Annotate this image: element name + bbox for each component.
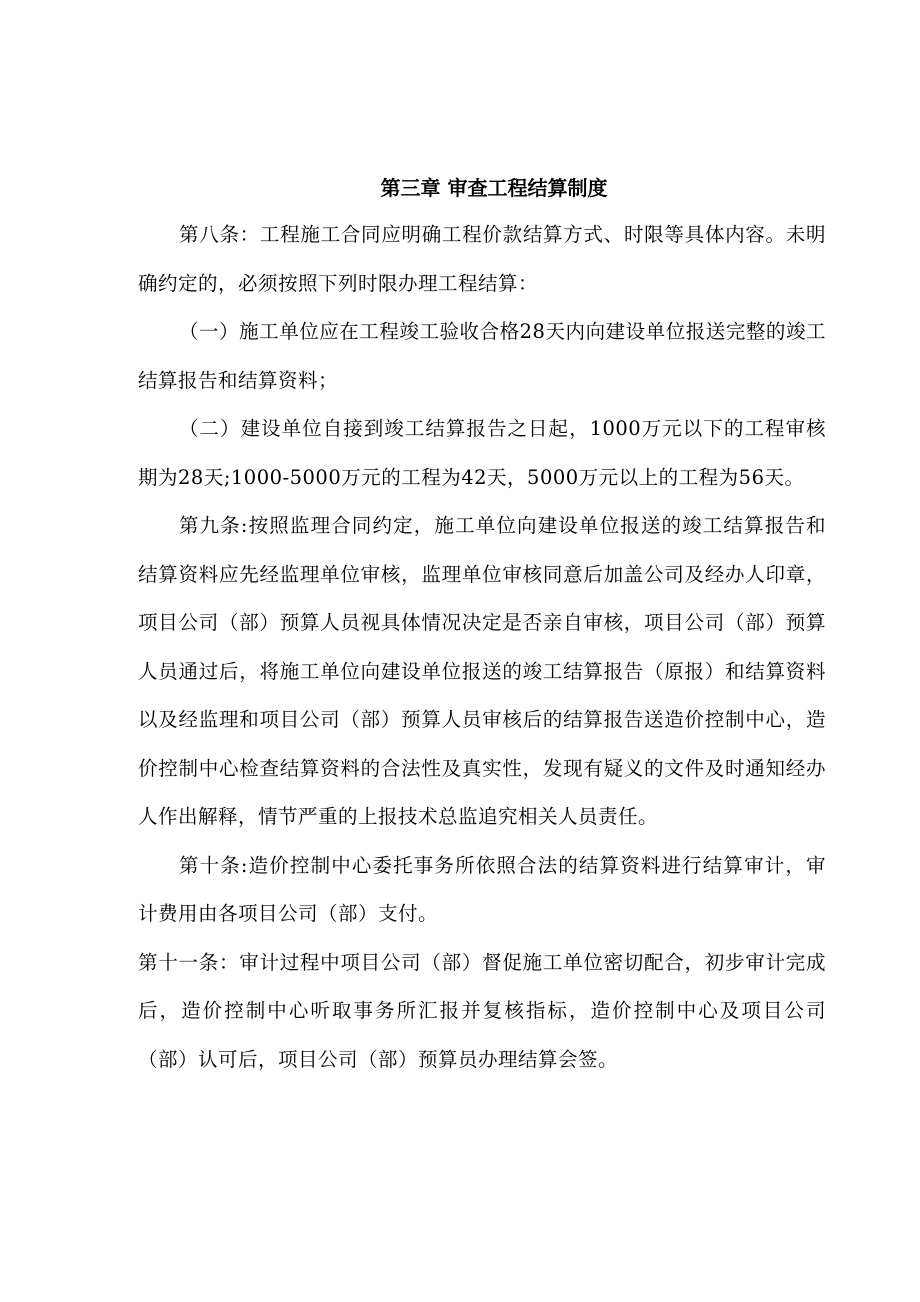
- article-8: 第八条：工程施工合同应明确工程价款结算方式、时限等具体内容。未明确约定的，必须按照下列时限办理工程结算：: [138, 223, 826, 295]
- article-8-item-2: （二）建设单位自接到竣工结算报告之日起，1000万元以下的工程审核期为28天;1000-5000万元的工程为42天，5000万元以上的工程为56天。: [138, 417, 826, 489]
- chapter-title: 第三章 审查工程结算制度: [380, 176, 608, 200]
- document-page: [138, 165, 826, 1084]
- article-10: 第十条:造价控制中心委托事务所依照合法的结算资料进行结算审计，审计费用由各项目公司（部）支付。: [138, 853, 826, 925]
- article-9: 第九条:按照监理合同约定，施工单位向建设单位报送的竣工结算报告和结算资料应先经监理单位审核，监理单位审核同意后加盖公司及经办人印章，项目公司（部）预算人员视具体情况决定是否亲自审核，项目公司（部）预算人员通过后，将施工单位向建设单位报送的竣工结算报告（原报）和结算资料以及经监理和项目公司（部）预算人员审核后的结算报告送造价控制中心，造价控制中心检查结算资料的合法性及真实性，发现有疑义的文件及时通知经办人作出解释，情节严重的上报技术总监追究相关人员责任。: [138, 514, 826, 828]
- article-8-item-1: （一）施工单位应在工程竣工验收合格28天内向建设单位报送完整的竣工结算报告和结算资料；: [138, 320, 826, 392]
- article-11: 第十一条：审计过程中项目公司（部）督促施工单位密切配合，初步审计完成后，造价控制中心听取事务所汇报并复核指标，造价控制中心及项目公司（部）认可后，项目公司（部）预算员办理结算会签。: [138, 950, 826, 1071]
